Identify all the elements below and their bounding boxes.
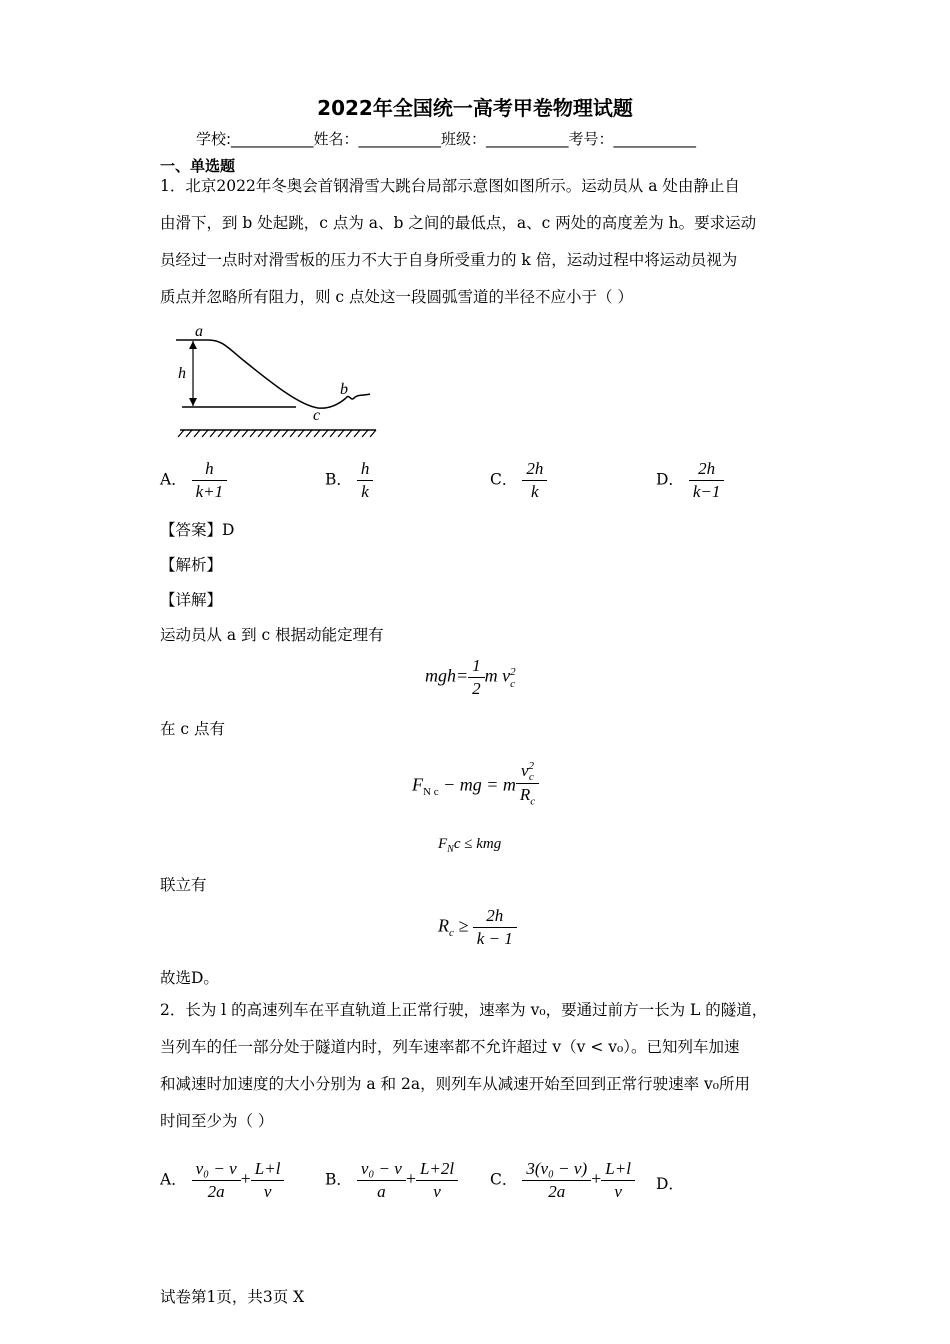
numerator: L+l — [601, 1158, 635, 1181]
question-2-text — [160, 992, 767, 1140]
numerator: L+l — [251, 1158, 285, 1181]
eq2-num-sup: 2 — [528, 760, 535, 773]
eq2-mid: − mg = m — [438, 774, 516, 795]
question-2-line: 和减速时加速度的大小分别为 a 和 2a，则列车从减速开始至回到正常行驶速率 v₀所用 — [160, 1075, 751, 1093]
question-2-line: 2．长为 l 的高速列车在平直轨道上正常行驶，速率为 v₀，要通过前方一长为 L 的隧道， — [160, 1001, 768, 1019]
denominator: v — [263, 1182, 272, 1201]
eq1-sup: 2 — [510, 665, 516, 678]
eq2-den-sub: c — [530, 795, 536, 808]
eq2-lhs: F — [412, 774, 423, 795]
eq4-op: ≥ — [453, 915, 473, 936]
denominator: a — [377, 1182, 386, 1201]
denominator: k−1 — [692, 482, 721, 501]
option-label: C． — [490, 470, 518, 489]
numerator: h — [357, 458, 374, 481]
eq1-lhs: mgh= — [425, 665, 469, 686]
denominator: 2 — [472, 679, 481, 698]
numerator: 2h — [473, 905, 517, 928]
option-label: B． — [325, 1170, 352, 1189]
denominator: k — [531, 482, 539, 501]
eq3-rest: c ≤ kmg — [453, 836, 502, 852]
eq3-sub: N — [447, 844, 454, 855]
detail-heading: 【详解】 — [160, 591, 223, 609]
denominator: 2a — [548, 1182, 566, 1201]
fraction — [192, 1158, 241, 1203]
answer-line: 【答案】D — [160, 521, 235, 539]
denominator: v — [614, 1182, 622, 1201]
eq3-lhs: F — [438, 836, 448, 852]
question-1-line: 员经过一点时对滑雪板的压力不大于自身所受重力的 k 倍，运动过程中将运动员视为 — [160, 251, 738, 269]
fraction — [689, 458, 725, 503]
step-2-text: 在 c 点有 — [160, 720, 226, 738]
numerator: v₀ − v — [192, 1158, 241, 1181]
fraction — [251, 1158, 285, 1203]
equation-4 — [438, 905, 517, 950]
denominator: k+1 — [195, 482, 224, 501]
eq2-lhs-sub: N c — [423, 785, 439, 798]
denominator: 2a — [207, 1182, 225, 1201]
question-1-line: 质点并忽略所有阻力，则 c 点处这一段圆弧雪道的半径不应小于（ ） — [160, 288, 633, 306]
section-heading: 一、单选题 — [160, 157, 236, 175]
question-2-line: 当列车的任一部分处于隧道内时，列车速率都不允许超过 v（v < v₀）。已知列车加速 — [160, 1038, 740, 1056]
option-d — [656, 458, 724, 503]
question-1-line: 1．北京2022年冬奥会首钢滑雪大跳台局部示意图如图所示。运动员从 a 处由静止自 — [160, 177, 740, 195]
denominator: v — [433, 1182, 441, 1201]
step-3-text: 联立有 — [160, 876, 207, 894]
q2-option-d — [656, 1172, 684, 1194]
fraction — [601, 1158, 635, 1203]
equation-2 — [412, 760, 539, 812]
denominator — [516, 784, 539, 812]
equation-3 — [438, 836, 501, 855]
fraction — [357, 1158, 406, 1203]
eq1-fraction — [468, 655, 485, 700]
ground-hatching — [178, 430, 376, 437]
numerator: 2h — [522, 458, 547, 481]
q2-option-a: A． $\frac{\text{v₀ − v}}{2a}$ + $\frac{L+l}{v}$ — [160, 1158, 284, 1203]
conclusion-text: 故选D。 — [160, 969, 219, 987]
eq1-rhs: m v — [484, 665, 511, 686]
eq1-sub: c — [510, 677, 516, 690]
q2-option-b: B． $\frac{\text{v₀ − v}}{a}$ + $\frac{L+2l}{v}$ — [325, 1158, 458, 1203]
question-1-text — [160, 168, 756, 316]
fraction — [416, 1158, 458, 1203]
eq2-fraction — [516, 760, 539, 812]
fraction — [192, 458, 228, 503]
fraction — [357, 458, 374, 503]
option-label: D． — [656, 470, 684, 489]
label-c: c — [313, 407, 321, 424]
numerator: L+2l — [416, 1158, 458, 1181]
label-a: a — [195, 323, 203, 340]
arrow-up — [189, 341, 197, 349]
eq4-fraction — [473, 905, 517, 950]
option-label: C． — [490, 1170, 518, 1189]
question-2-line: 时间至少为（ ） — [160, 1112, 274, 1130]
numerator: 3(v₀ − v) — [522, 1158, 591, 1181]
step-1-text: 运动员从 a 到 c 根据动能定理有 — [160, 626, 384, 644]
page-footer: 试卷第1页，共3页 X — [160, 1288, 305, 1306]
eq4-lhs-sub: c — [449, 927, 454, 940]
eq4-lhs: R — [438, 915, 449, 936]
eq2-num: v — [520, 761, 529, 780]
equation-1 — [425, 655, 516, 700]
numerator: 2h — [689, 458, 725, 481]
arrow-down — [189, 398, 197, 406]
question-1-line: 由滑下，到 b 处起跳，c 点为 a、b 之间的最低点，a、c 两处的高度差为 h。要求运动 — [160, 214, 757, 232]
ski-jump-figure — [168, 320, 388, 445]
numerator: v₀ − v — [357, 1158, 406, 1181]
q2-option-c: C． $\frac{\text{3(v₀ − v)}}{2a}$ + $\frac{L+l}{v}$ — [490, 1158, 635, 1203]
option-label: A． — [160, 470, 187, 489]
option-c — [490, 458, 547, 503]
option-a — [160, 458, 227, 503]
eq2-den: R — [519, 785, 531, 805]
option-label: B． — [325, 470, 352, 489]
denominator: k — [361, 482, 369, 501]
option-label: D． — [656, 1175, 684, 1193]
fraction — [522, 458, 547, 503]
numerator: 1 — [468, 655, 485, 678]
eq2-num-sub: c — [528, 771, 534, 784]
slope-curve — [208, 340, 346, 408]
student-info-line: 学校:___________姓名：___________班级：___________考号：___________ — [196, 130, 697, 148]
page-title: 2022年全国统一高考甲卷物理试题 — [317, 96, 633, 120]
takeoff-curve — [346, 394, 370, 399]
numerator: h — [192, 458, 228, 481]
label-h: h — [178, 365, 186, 382]
fraction — [522, 1158, 591, 1203]
label-b: b — [340, 381, 348, 398]
option-b — [325, 458, 373, 503]
analysis-heading: 【解析】 — [160, 556, 223, 574]
denominator: k − 1 — [476, 929, 513, 948]
option-label: A． — [160, 1170, 187, 1189]
numerator — [516, 760, 539, 784]
